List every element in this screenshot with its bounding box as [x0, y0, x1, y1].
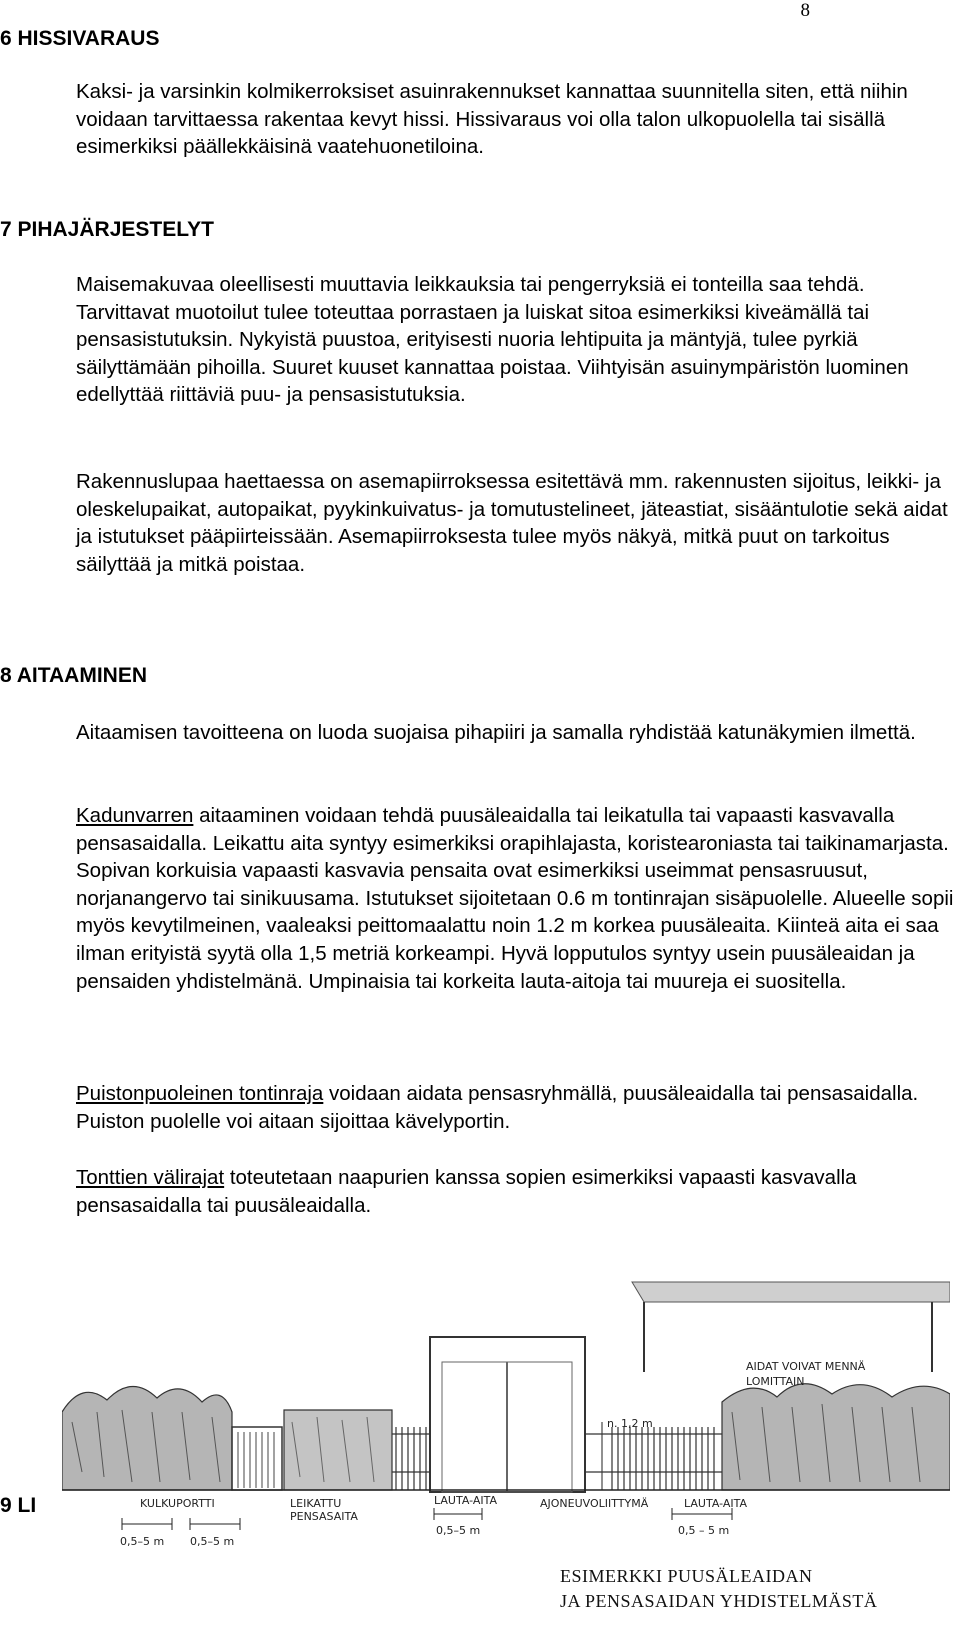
- label-aidat-2: LOMITTAIN: [746, 1375, 805, 1388]
- text-kadunvarren: aitaaminen voidaan tehdä puusäleaidalla tai leikatulla tai vapaasti kasvavalla pensasaidalla. Leikattu aita syntyy esimerkiksi orapihlajasta, koristearoniasta tai taikinamarjasta. Sopivan korkuisia vapaasti kasvavia pensaita ovat esimerkiksi useimmat pensasruusut, norjanangervo tai sinikuusama. Istutukset sijoitetaan 0.6 m tontinrajan sisäpuolelle. Alueelle sopii myös kevytilmeinen, vaaleaksi peittomaalattu noin 1.2 m korkea puusäleaita. Kiinteä aita ei saa ilman erityistä syytä olla 1,5 metriä korkeampi. Hyvä lopputulos syntyy usein puusäleaidan ja pensaiden yhdistelmänä. Umpinaisia tai korkeita lauta-aitoja tai muureja ei suositella.: [76, 804, 954, 993]
- label-dim-4: 0,5 – 5 m: [678, 1524, 730, 1537]
- picket-fence-1: [392, 1427, 430, 1490]
- label-ajoneuvoliittyma: AJONEUVOLIITTYMÄ: [540, 1497, 649, 1510]
- term-puistonpuoleinen: Puistonpuoleinen tontinraja: [76, 1082, 324, 1105]
- paragraph-kadunvarren: [76, 802, 956, 995]
- page-number: 8: [800, 0, 810, 21]
- fence-drawing: [62, 1262, 950, 1626]
- label-lauta-aita-2: LAUTA-AITA: [684, 1497, 747, 1510]
- term-valirajat: Tonttien välirajat: [76, 1166, 225, 1189]
- section-heading-pihajarjestelyt: 7 PIHAJÄRJESTELYT: [0, 218, 214, 241]
- section-heading-partial: 9 LI: [0, 1494, 37, 1517]
- fence-illustration: [62, 1262, 950, 1626]
- label-leikattu-2: PENSASAITA: [290, 1510, 358, 1523]
- hedge-left: [62, 1386, 232, 1490]
- dimension-marker-1: [122, 1518, 172, 1530]
- figure-caption-line-2: JA PENSASAIDAN YHDISTELMÄSTÄ: [560, 1591, 878, 1611]
- paragraph-pihajarjestelyt-2: Rakennuslupaa haettaessa on asemapiirroksessa esitettävä mm. rakennusten sijoitus, leikki- ja oleskelupaikat, autopaikat, pyykinkuivatus- ja tomutustelineet, jäteastiat, sisääntulotie sekä aidat ja istutukset pääpiirteissään. Asemapiirroksesta tulee myös näkyä, mitkä puut on tarkoitus säilyttää ja mitkä poistaa.: [76, 470, 948, 576]
- text-puistonpuoleinen: voidaan aidata pensasryhmällä, puusäleaidalla tai pensasaidalla. Puiston puolelle voi aitaan sijoittaa kävelyportin.: [76, 1082, 919, 1133]
- paragraph-valirajat: [76, 1164, 956, 1219]
- label-leikattu-1: LEIKATTU: [290, 1497, 342, 1510]
- term-kadunvarren: Kadunvarren: [76, 804, 194, 827]
- label-height: n. 1,2 m: [607, 1417, 653, 1430]
- dimension-marker-3: [434, 1508, 482, 1520]
- hedge-right: [722, 1384, 950, 1490]
- figure-caption-line-1: ESIMERKKI PUUSÄLEAIDAN: [560, 1566, 813, 1586]
- dimension-marker-2: [190, 1518, 240, 1530]
- paragraph-puistonpuoleinen: [76, 1080, 956, 1135]
- paragraph-pihajarjestelyt-1: Maisemakuvaa oleellisesti muuttavia leikkauksia tai pengerryksiä ei tonteilla saa tehdä. Tarvittavat muotoilut tulee toteuttaa porrastaen ja luiskat sitoa esimerkiksi kiveämällä tai pensasistutuksin. Nykyistä puustoa, erityisesti nuoria lehtipuita ja mäntyjä, tulee pyrkiä säilyttämään pihoilla. Suuret kuuset kannattaa poistaa. Viihtyisän asuinympäristön luominen edellyttää riittäviä puu- ja pensasistutuksia.: [76, 273, 909, 407]
- label-dim-1: 0,5–5 m: [120, 1535, 165, 1548]
- section-heading-hissivaraus: 6 HISSIVARAUS: [0, 27, 160, 50]
- section-heading-aitaaminen: 8 AITAAMINEN: [0, 664, 147, 687]
- label-lauta-aita-1: LAUTA-AITA: [434, 1494, 497, 1507]
- paragraph-aitaaminen-intro: Aitaamisen tavoitteena on luoda suojaisa pihapiiri ja samalla ryhdistää katunäkymien ilmettä.: [76, 721, 916, 744]
- cut-hedge: [284, 1410, 392, 1490]
- label-kulkuportti: KULKUPORTTI: [140, 1497, 215, 1510]
- label-dim-3: 0,5–5 m: [436, 1524, 481, 1537]
- picket-fence-2: [585, 1427, 722, 1490]
- label-dim-2: 0,5–5 m: [190, 1535, 235, 1548]
- label-aidat-1: AIDAT VOIVAT MENNÄ: [746, 1360, 866, 1373]
- text-valirajat: toteutetaan naapurien kanssa sopien esimerkiksi vapaasti kasvavalla pensasaidalla tai puusäleaidalla.: [76, 1166, 857, 1217]
- walking-gate: [232, 1427, 282, 1490]
- paragraph-hissivaraus: Kaksi- ja varsinkin kolmikerroksiset asuinrakennukset kannattaa suunnitella siten, että niihin voidaan tarvittaessa rakentaa kevyt hissi. Hissivaraus voi olla talon ulkopuolella tai sisällä esimerkiksi päällekkäisinä vaatehuonetiloina.: [76, 80, 908, 159]
- building-roof: [632, 1282, 950, 1302]
